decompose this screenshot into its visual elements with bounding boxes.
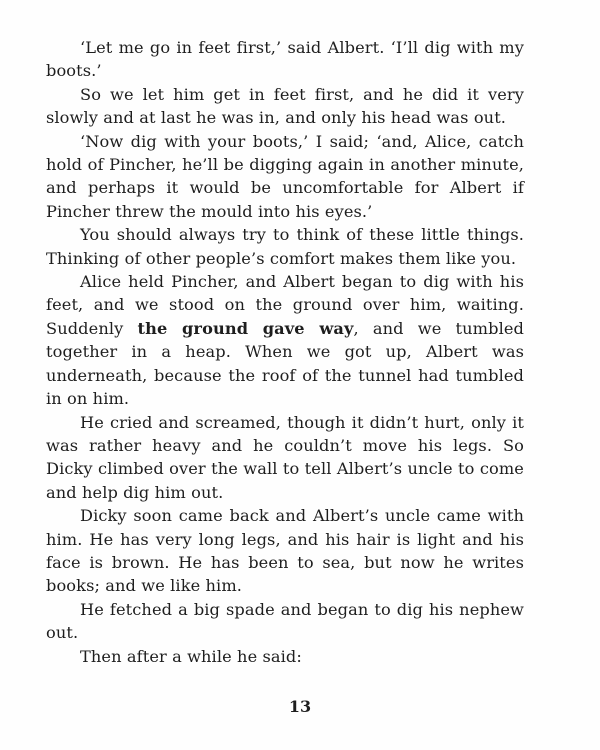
paragraph: You should always try to think of these little things. Thinking of other people’s comfort makes them like you. (46, 225, 524, 268)
paragraph: ‘Now dig with your boots,’ I said; ‘and, Alice, catch hold of Pincher, he’ll be digging again in another minute, and perhaps it would be uncomfortable for Albert if Pincher threw the mould into his eyes.’ (46, 131, 524, 221)
paragraph: ‘Let me go in feet first,’ said Albert. ‘I’ll dig with my boots.’ (46, 38, 524, 81)
paragraph-text: , and we tumbled together in a heap. When we got up, Albert was underneath, because the roof of the tunnel had tumbled in on him. (46, 318, 524, 409)
page-number: 13 (288, 697, 312, 716)
paragraph: So we let him get in feet first, and he did it very slowly and at last he was in, and only his head was out. (46, 84, 524, 128)
paragraph: He cried and screamed, though it didn’t hurt, only it was rather heavy and he couldn’t move his legs. So Dicky climbed over the wall to tell Albert’s uncle to come and help dig him out. (46, 412, 524, 502)
paragraph: Then after a while he said: (80, 646, 302, 666)
paragraph: He fetched a big spade and began to dig his nephew out. (46, 599, 524, 643)
bold-phrase: the ground gave way (137, 318, 354, 338)
body-text (46, 36, 524, 668)
paragraph (46, 270, 524, 410)
paragraph-text: Alice held Pincher, and Albert began to dig with his feet, and we stood on the ground over him, waiting. Suddenly (46, 272, 524, 338)
paragraph: Dicky soon came back and Albert’s uncle came with him. He has very long legs, and his hair is light and his face is brown. He has been to sea, but now he writes books; and we like him. (46, 506, 524, 596)
